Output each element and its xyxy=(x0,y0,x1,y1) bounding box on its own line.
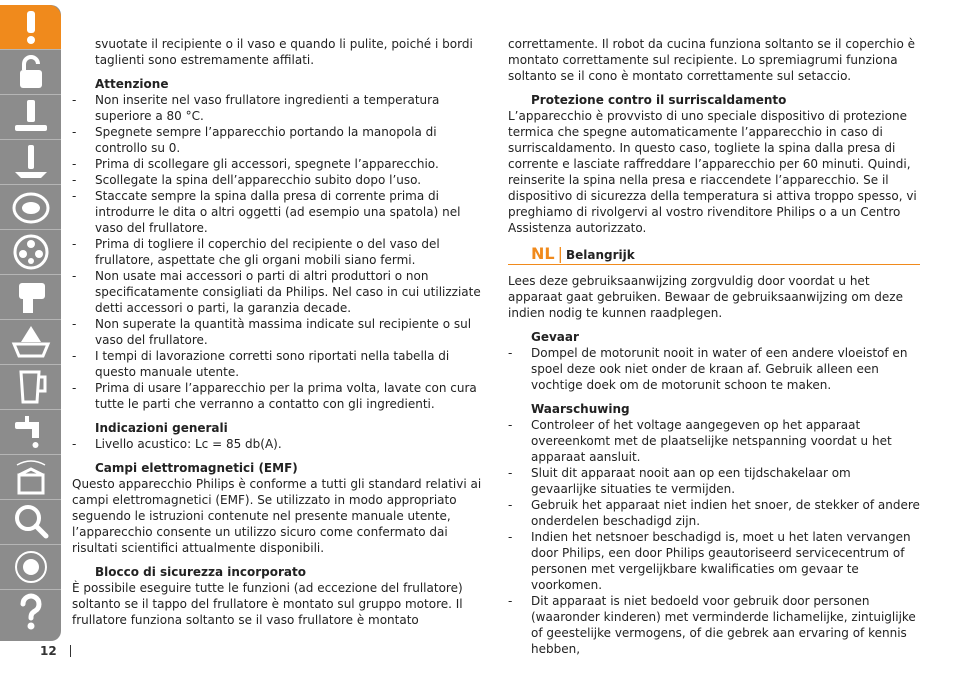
heading-surriscaldamento: Protezione contro il surriscaldamento xyxy=(531,93,787,107)
emf-text: Questo apparecchio Philips è conforme a tutti gli standard relativi ai campi elettromagnetici (EMF). Se utilizzato in modo appropriato seguendo le istruzioni contenute nel presente manuale utente, l’apparecchio consente un utilizzo sicuro come confermato dai risultati scientifici attualmente disponibili. xyxy=(72,477,482,555)
jug-icon xyxy=(11,367,51,407)
list-item: - Scollegate la spina dell’apparecchio subito dopo l’uso. xyxy=(72,172,484,188)
list-item: - Non usate mai accessori o parti di altri produttori o non specificatamente consigliati da Philips. Nel caso in cui utilizziate detti accessori o parti, la garanzia decade. xyxy=(72,268,484,316)
blocco-text: È possibile eseguire tutte le funzioni (ad eccezione del frullatore) soltanto se il tappo del frullatore è montato sul gruppo motore. Il frullatore funziona soltanto se il vaso frullatore è montato xyxy=(72,581,463,627)
whisk-disc-icon xyxy=(11,232,51,272)
list-item: - Dompel de motorunit nooit in water of een andere vloeistof en spoel deze ook niet onder de kraan af. Gebruik alleen een vochtige doek om de motorunit schoon te maken. xyxy=(508,345,920,393)
storage-box-icon xyxy=(11,457,51,497)
tab-slicer[interactable] xyxy=(0,185,61,229)
citrus-press-icon xyxy=(11,322,51,362)
language-separator: | xyxy=(557,244,563,263)
intro-text: svuotate il recipiente o il vaso e quando li pulite, poiché i bordi taglienti sono estremamente affilati. xyxy=(95,37,473,67)
section-gevaar xyxy=(508,329,920,393)
tab-lock[interactable] xyxy=(0,50,61,94)
tab-safety[interactable] xyxy=(0,5,61,49)
list-item: - Sluit dit apparaat nooit aan op een tijdschakelaar om gevaarlijke situaties te vermijden. xyxy=(508,465,920,497)
list-item: - Spegnete sempre l’apparecchio portando la manopola di controllo su 0. xyxy=(72,124,484,156)
heading-generali: Indicazioni generali xyxy=(95,421,228,435)
tab-storage[interactable] xyxy=(0,455,61,499)
section-attenzione xyxy=(72,76,484,412)
list-item: - Prima di scollegare gli accessori, spegnete l’apparecchio. xyxy=(72,156,484,172)
exclamation-icon xyxy=(11,7,51,47)
tap-icon xyxy=(11,412,51,452)
tab-whisk[interactable] xyxy=(0,230,61,274)
column-right xyxy=(508,36,920,665)
heading-attenzione: Attenzione xyxy=(95,77,169,91)
page-number: 12 xyxy=(40,644,57,658)
list-item: - Staccate sempre la spina dalla presa di corrente prima di introdurre le dita o altri oggetti (ad esempio una spatola) nel vaso del frullatore. xyxy=(72,188,484,236)
slicer-disc-icon xyxy=(11,187,51,227)
list-item: - Prima di usare l’apparecchio per la prima volta, lavate con cura tutte le parti che verranno a contatto con gli ingredienti. xyxy=(72,380,484,412)
heading-emf: Campi elettromagnetici (EMF) xyxy=(95,461,298,475)
section-surriscaldamento xyxy=(508,92,920,236)
mincer-icon xyxy=(11,277,51,317)
heading-waarschuwing: Waarschuwing xyxy=(531,402,630,416)
tab-blender-stick[interactable] xyxy=(0,95,61,139)
magnifier-icon xyxy=(11,502,51,542)
list-item: - Gebruik het apparaat niet indien het snoer, de stekker of andere onderdelen beschadigd zijn. xyxy=(508,497,920,529)
tab-cleaning[interactable] xyxy=(0,410,61,454)
tab-troubleshooting[interactable] xyxy=(0,590,61,634)
padlock-icon xyxy=(11,52,51,92)
list-item: - Non superate la quantità massima indicate sul recipiente o sul vaso del frullatore. xyxy=(72,316,484,348)
list-item: - Dit apparaat is niet bedoeld voor gebruik door personen (waaronder kinderen) met verminderde lichamelijke, zintuiglijke of geestelijke vermogens, of die gebrek aan ervaring of kennis hebben, xyxy=(508,593,920,657)
tab-citrus[interactable] xyxy=(0,320,61,364)
tab-jug[interactable] xyxy=(0,365,61,409)
language-code: NL xyxy=(531,244,555,263)
tab-blade[interactable] xyxy=(0,140,61,184)
page-number-divider xyxy=(70,645,71,657)
list-item: - Livello acustico: Lc = 85 db(A). xyxy=(72,436,484,452)
tab-environment[interactable] xyxy=(0,545,61,589)
environment-globe-icon xyxy=(11,547,51,587)
blender-stick-blade-icon xyxy=(11,142,51,182)
list-item: - Controleer of het voltage aangegeven op het apparaat overeenkomt met de plaatselijke netspanning voordat u het apparaat aansluit. xyxy=(508,417,920,465)
blender-stick-icon xyxy=(11,97,51,137)
section-waarschuwing xyxy=(508,401,920,657)
surriscaldamento-text: L’apparecchio è provvisto di uno speciale dispositivo di protezione termica che spegne automaticamente l’apparecchio in caso di surriscaldamento. In questo caso, togliete la spina dalla presa di corrente e lasciate raffreddare l’apparecchio per 60 minuti. Quindi, reinserite la spina nella presa e riaccendete l’apparecchio. Se il dispositivo di sicurezza della temperatura si attiva troppo spesso, vi preghiamo di rivolgervi al vostro rivenditore Philips o a un Centro Assistenza autorizzato. xyxy=(508,109,917,235)
section-emf xyxy=(72,460,484,556)
list-item: - I tempi di lavorazione corretti sono riportati nella tabella di questo manuale utente. xyxy=(72,348,484,380)
section-title-belangrijk: Belangrijk xyxy=(565,248,635,262)
list-item: - Prima di togliere il coperchio del recipiente o del vaso del frullatore, aspettate che gli organi mobili siano fermi. xyxy=(72,236,484,268)
sidebar-tabs xyxy=(0,5,61,641)
section-blocco xyxy=(72,564,484,628)
nl-intro-text: Lees deze gebruiksaanwijzing zorgvuldig door voordat u het apparaat gaat gebruiken. Bewaar de gebruiksaanwijzing om deze indien nodig te kunnen raadplegen. xyxy=(508,274,903,320)
tab-guarantee[interactable] xyxy=(0,500,61,544)
heading-gevaar: Gevaar xyxy=(531,330,579,344)
question-mark-icon xyxy=(11,592,51,632)
section-generali xyxy=(72,420,484,452)
list-item: - Non inserite nel vaso frullatore ingredienti a temperatura superiore a 80 °C. xyxy=(72,92,484,124)
heading-blocco: Blocco di sicurezza incorporato xyxy=(95,565,307,579)
column-left xyxy=(72,36,484,636)
tab-mincer[interactable] xyxy=(0,275,61,319)
continued-text: correttamente. Il robot da cucina funziona soltanto se il coperchio è montato correttamente sul recipiente. Lo spremiagrumi funziona soltanto se il cono è montato correttamente sul setaccio. xyxy=(508,37,915,83)
language-header-nl xyxy=(508,244,920,265)
list-item: - Indien het netsnoer beschadigd is, moet u het laten vervangen door Philips, een door Philips geautoriseerd servicecentrum of personen met vergelijkbare kwalificaties om gevaar te voorkomen. xyxy=(508,529,920,593)
